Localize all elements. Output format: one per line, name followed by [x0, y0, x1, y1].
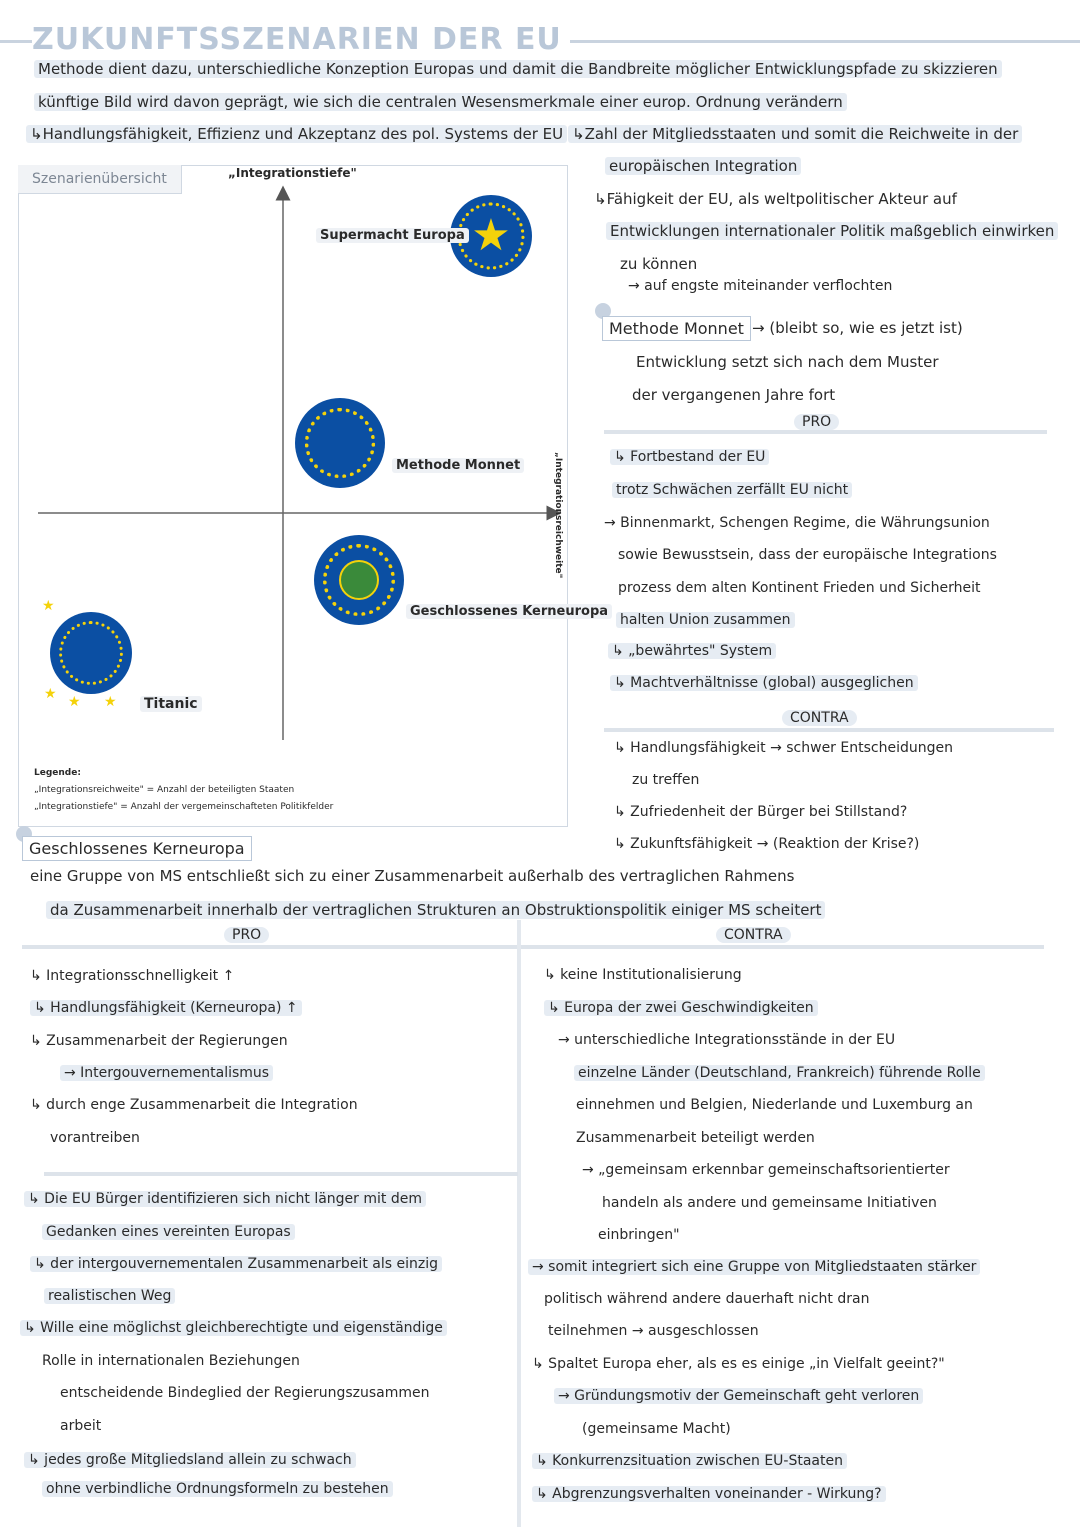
- monnet-desc-2: der vergangenen Jahre fort: [632, 386, 836, 404]
- kern-pro-3: ↳ Zusammenarbeit der Regierungen: [30, 1033, 288, 1049]
- kern-contra-13: ↳ Spaltet Europa eher, als es es einige „in Vielfalt geeint?": [532, 1356, 945, 1372]
- legend-item-2: „Integrationstiefe" = Anzahl der vergemeinschafteten Politikfelder: [34, 802, 334, 812]
- divider: [604, 728, 1054, 732]
- monnet-pro-3: → Binnenmarkt, Schengen Regime, die Währungsunion: [604, 515, 990, 531]
- eu-flag-icon: [295, 398, 385, 488]
- kern-contra-5: einnehmen und Belgien, Niederlande und Luxemburg an: [576, 1097, 973, 1113]
- kern-contra-9: einbringen": [598, 1227, 680, 1243]
- kern-pro-5: ↳ durch enge Zusammenarbeit die Integration: [30, 1097, 358, 1113]
- monnet-pro-6: halten Union zusammen: [616, 612, 795, 628]
- star-icon: ★: [42, 598, 55, 614]
- kern-contra-16: ↳ Konkurrenzsituation zwischen EU-Staaten: [532, 1453, 847, 1469]
- kern-pro-6: vorantreiben: [50, 1130, 140, 1146]
- kern-pro-4: → Intergouvernementalismus: [60, 1065, 273, 1081]
- intro-line-4: europäischen Integration: [605, 157, 801, 175]
- kern-contra-15: (gemeinsame Macht): [582, 1421, 731, 1437]
- intro-line-7: zu können: [620, 255, 698, 273]
- point-label-titanic: Titanic: [140, 696, 202, 712]
- monnet-desc-1: Entwicklung setzt sich nach dem Muster: [636, 353, 939, 371]
- star-icon: ★: [104, 694, 117, 710]
- eu-flag-icon: ★: [450, 195, 532, 277]
- kern-pro-2: ↳ Handlungsfähigkeit (Kerneuropa) ↑: [30, 1000, 302, 1016]
- eu-flag-icon: [314, 535, 404, 625]
- y-axis-label: „Integrationstiefe": [228, 166, 357, 180]
- star-icon: ★: [68, 694, 81, 710]
- kern-contra-17: ↳ Abgrenzungsverhalten voneinander - Wirkung?: [532, 1486, 886, 1502]
- monnet-pro-5: prozess dem alten Kontinent Frieden und Sicherheit: [618, 580, 981, 596]
- kern-pro2-3: ↳ der intergouvernementalen Zusammenarbeit als einzig: [30, 1256, 442, 1272]
- kern-contra-7: → „gemeinsam erkennbar gemeinschaftsorientierter: [582, 1162, 950, 1178]
- legend-item-1: „Integrationsreichweite" = Anzahl der beteiligten Staaten: [34, 785, 295, 795]
- kern-pro2-7: entscheidende Bindeglied der Regierungszusammen: [60, 1385, 430, 1401]
- kern-heading: Geschlossenes Kerneuropa: [22, 836, 252, 861]
- kern-pro2-8: arbeit: [60, 1418, 102, 1434]
- monnet-contra-3: ↳ Zufriedenheit der Bürger bei Stillstand?: [614, 804, 908, 820]
- divider: [604, 430, 1047, 434]
- monnet-pro-7: ↳ „bewährtes" System: [608, 643, 776, 659]
- chart-tab: Szenarienübersicht: [18, 165, 182, 194]
- monnet-contra-2: zu treffen: [632, 772, 700, 788]
- kern-pro2-6: Rolle in internationalen Beziehungen: [42, 1353, 300, 1369]
- monnet-contra-label: CONTRA: [782, 710, 857, 726]
- column-divider: [517, 920, 521, 1527]
- intro-line-8: → auf engste miteinander verflochten: [628, 278, 893, 294]
- legend-title: Legende:: [34, 768, 81, 778]
- kern-contra-14: → Gründungsmotiv der Gemeinschaft geht verloren: [554, 1388, 923, 1404]
- eu-flag-icon: [50, 612, 132, 694]
- kern-contra-label: CONTRA: [716, 927, 791, 943]
- kern-pro2-10: ohne verbindliche Ordnungsformeln zu bestehen: [42, 1481, 393, 1497]
- star-icon: ★: [44, 686, 57, 702]
- monnet-pro-4: sowie Bewusstsein, dass der europäische Integrations: [618, 547, 997, 563]
- kern-contra-6: Zusammenarbeit beteiligt werden: [576, 1130, 815, 1146]
- monnet-pro-label: PRO: [794, 414, 839, 430]
- monnet-heading: Methode Monnet: [602, 316, 751, 341]
- point-label-supermacht: Supermacht Europa: [316, 228, 469, 243]
- kern-contra-11: politisch während andere dauerhaft nicht dran: [544, 1291, 870, 1307]
- intro-line-2: künftige Bild wird davon geprägt, wie sich die centralen Wesensmerkmale einer europ. Ordnung verändern: [34, 93, 847, 111]
- kern-desc-2: da Zusammenarbeit innerhalb der vertraglichen Strukturen an Obstruktionspolitik einiger MS scheitert: [46, 901, 825, 919]
- kern-pro2-2: Gedanken eines vereinten Europas: [42, 1224, 295, 1240]
- kern-pro2-5: ↳ Wille eine möglichst gleichberechtigte und eigenständige: [20, 1320, 447, 1336]
- intro-line-1: Methode dient dazu, unterschiedliche Konzeption Europas und damit die Bandbreite möglicher Entwicklungspfade zu skizzieren: [34, 60, 1002, 78]
- monnet-heading-note: → (bleibt so, wie es jetzt ist): [752, 319, 963, 337]
- intro-line-3b: ↳Zahl der Mitgliedsstaaten und somit die Reichweite in der: [568, 125, 1022, 143]
- kern-contra-8: handeln als andere und gemeinsame Initiativen: [602, 1195, 937, 1211]
- kern-contra-4: einzelne Länder (Deutschland, Frankreich) führende Rolle: [574, 1065, 985, 1081]
- intro-line-6: Entwicklungen internationaler Politik maßgeblich einwirken: [606, 222, 1058, 240]
- monnet-pro-1: ↳ Fortbestand der EU: [610, 449, 769, 465]
- kern-contra-3: → unterschiedliche Integrationsstände in der EU: [558, 1032, 896, 1048]
- page-title: ZUKUNFTSSZENARIEN DER EU: [32, 22, 570, 57]
- divider: [44, 1172, 518, 1176]
- monnet-contra-1: ↳ Handlungsfähigkeit → schwer Entscheidungen: [614, 740, 953, 756]
- monnet-pro-2: trotz Schwächen zerfällt EU nicht: [612, 482, 852, 498]
- kern-pro2-4: realistischen Weg: [44, 1288, 175, 1304]
- kern-contra-10: → somit integriert sich eine Gruppe von Mitgliedstaaten stärker: [528, 1259, 980, 1275]
- kern-pro-1: ↳ Integrationsschnelligkeit ↑: [30, 968, 235, 984]
- point-label-kerneuropa: Geschlossenes Kerneuropa: [406, 604, 612, 619]
- kern-contra-1: ↳ keine Institutionalisierung: [544, 967, 742, 983]
- kern-contra-2: ↳ Europa der zwei Geschwindigkeiten: [544, 1000, 818, 1016]
- divider: [22, 945, 1044, 949]
- x-axis-label: „Integrationsreichweite": [553, 452, 563, 579]
- monnet-pro-8: ↳ Machtverhältnisse (global) ausgeglichen: [610, 675, 918, 691]
- point-label-monnet: Methode Monnet: [392, 458, 524, 473]
- monnet-contra-4: ↳ Zukunftsfähigkeit → (Reaktion der Krise?): [614, 836, 920, 852]
- intro-line-3: ↳Handlungsfähigkeit, Effizienz und Akzeptanz des pol. Systems der EU: [26, 125, 567, 143]
- kern-contra-12: teilnehmen → ausgeschlossen: [548, 1323, 759, 1339]
- kern-pro2-1: ↳ Die EU Bürger identifizieren sich nicht länger mit dem: [24, 1191, 426, 1207]
- kern-pro2-9: ↳ jedes große Mitgliedsland allein zu schwach: [24, 1452, 356, 1468]
- kern-desc-1: eine Gruppe von MS entschließt sich zu einer Zusammenarbeit außerhalb des vertraglichen Rahmens: [30, 867, 795, 885]
- kern-pro-label: PRO: [224, 927, 269, 943]
- intro-line-5: ↳Fähigkeit der EU, als weltpolitischer Akteur auf: [594, 190, 957, 208]
